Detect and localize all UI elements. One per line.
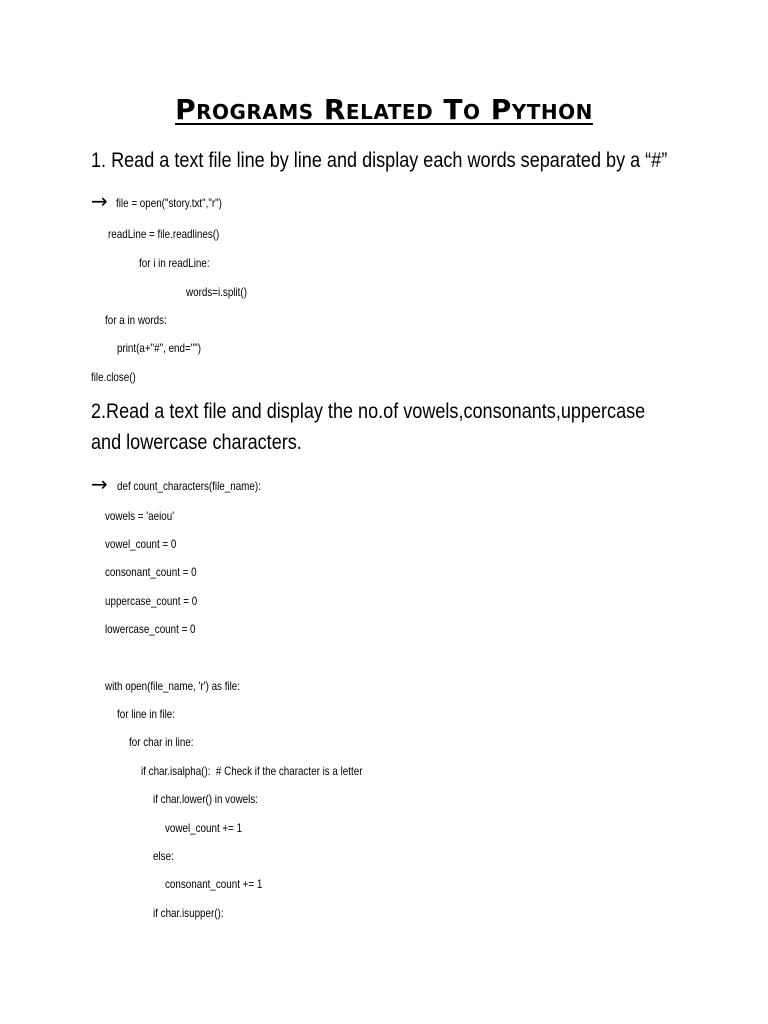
q2-code-line-11: if char.lower() in vowels: [153,792,258,806]
q2-code-line-3: vowel_count = 0 [105,537,177,551]
q2-code-line-6: lowercase_count = 0 [105,622,196,636]
q2-heading-line-2: and lowercase characters. [91,431,302,454]
q1-code-line-4: words=i.split() [186,285,247,299]
q1-code-line-6: print(a+"#", end="") [117,341,201,355]
q2-code-line-13: else: [153,849,174,863]
q2-code-line-12: vowel_count += 1 [165,821,243,835]
q1-heading: 1. Read a text file line by line and display each words separated by a “#” [91,149,668,172]
q2-code-line-1: def count_characters(file_name): [117,479,261,493]
q2-code-line-8: for line in file: [117,707,175,721]
q2-code-line-5: uppercase_count = 0 [105,594,198,608]
q2-code-line-15: if char.isupper(): [153,906,224,920]
document-title [0,92,768,128]
q2-code-line-7: with open(file_name, 'r') as file: [105,679,241,693]
q2-code-line-10: if char.isalpha(): # Check if the character is a letter [141,764,363,778]
q2-code-line-2: vowels = 'aeiou' [105,509,175,523]
q1-code-line-3: for i in readLine: [139,256,210,270]
arrow-icon: → [91,189,108,213]
q1-code-line-5: for a in words: [105,313,167,327]
arrow-icon: → [91,472,108,496]
q1-code-line-1: file = open("story.txt","r") [116,196,222,210]
q2-code-line-14: consonant_count += 1 [165,877,263,891]
q2-code-line-4: consonant_count = 0 [105,565,197,579]
q1-code-line-2: readLine = file.readlines() [108,227,220,241]
document-title-text: Programs Related To Python [175,93,593,126]
q2-code-line-9: for char in line: [129,735,194,749]
q2-heading-line-1: 2.Read a text file and display the no.of vowels,consonants,uppercase [91,400,646,423]
q1-code-line-7: file.close() [91,370,136,384]
